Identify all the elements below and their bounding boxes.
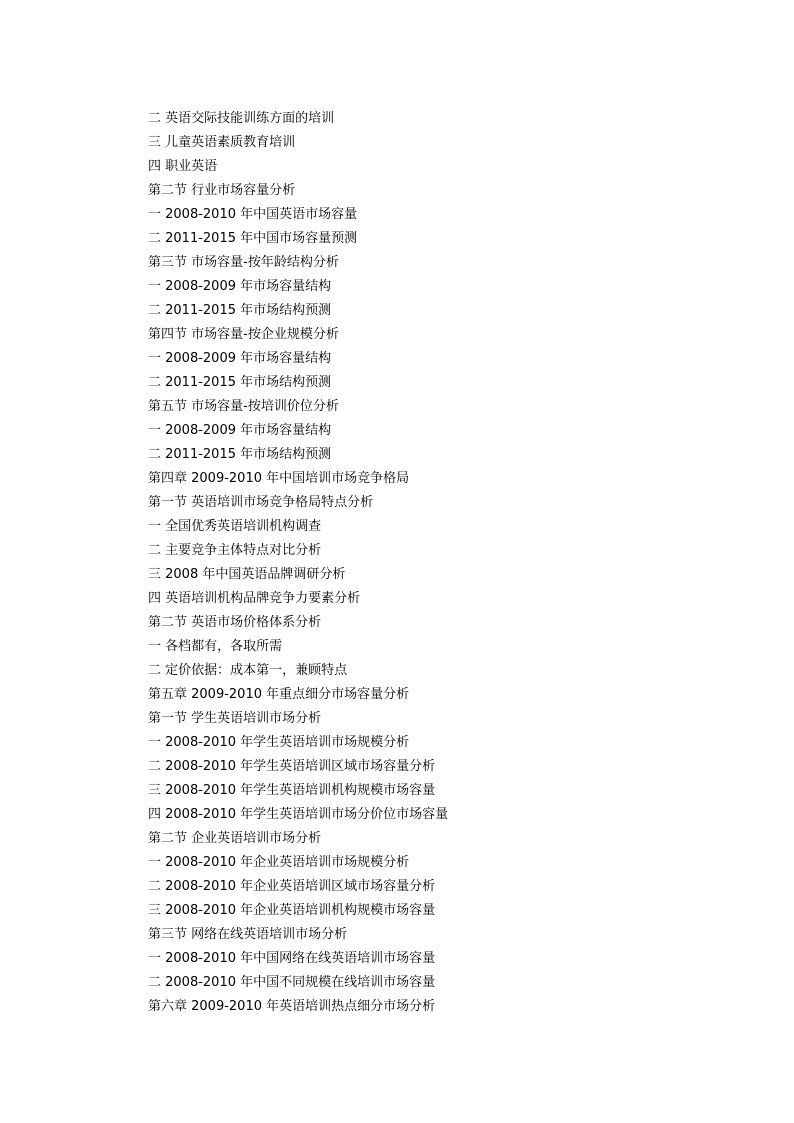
toc-line: 第五节 市场容量-按培训价位分析 bbox=[148, 399, 339, 414]
toc-line: 四 2008-2010 年学生英语培训市场分价位市场容量 bbox=[148, 807, 449, 822]
toc-line: 第一节 学生英语培训市场分析 bbox=[148, 711, 322, 726]
toc-line: 三 2008-2010 年企业英语培训机构规模市场容量 bbox=[148, 903, 436, 918]
toc-line: 二 定价依据：成本第一，兼顾特点 bbox=[148, 663, 348, 678]
toc-line: 一 2008-2010 年学生英语培训市场规模分析 bbox=[148, 735, 410, 750]
toc-line: 二 2008-2010 年企业英语培训区域市场容量分析 bbox=[148, 879, 436, 894]
toc-line: 一 2008-2010 年中国网络在线英语培训市场容量 bbox=[148, 951, 436, 966]
toc-line: 二 主要竞争主体特点对比分析 bbox=[148, 543, 322, 558]
toc-line: 第一节 英语培训市场竞争格局特点分析 bbox=[148, 495, 374, 510]
toc-line: 二 2008-2010 年学生英语培训区域市场容量分析 bbox=[148, 759, 436, 774]
toc-line: 第三节 市场容量-按年龄结构分析 bbox=[148, 255, 339, 270]
toc-line: 一 2008-2010 年企业英语培训市场规模分析 bbox=[148, 855, 410, 870]
toc-line: 一 2008-2010 年中国英语市场容量 bbox=[148, 207, 358, 222]
toc-line: 第二节 行业市场容量分析 bbox=[148, 183, 296, 198]
toc-line: 一 全国优秀英语培训机构调查 bbox=[148, 519, 322, 534]
toc-line: 三 2008-2010 年学生英语培训机构规模市场容量 bbox=[148, 783, 436, 798]
toc-line: 第五章 2009-2010 年重点细分市场容量分析 bbox=[148, 687, 410, 702]
toc-line: 四 职业英语 bbox=[148, 159, 218, 174]
toc-line: 三 2008 年中国英语品牌调研分析 bbox=[148, 567, 346, 582]
toc-line: 二 2011-2015 年中国市场容量预测 bbox=[148, 231, 358, 246]
toc-line: 第四章 2009-2010 年中国培训市场竞争格局 bbox=[148, 471, 410, 486]
toc-line: 二 2011-2015 年市场结构预测 bbox=[148, 303, 332, 318]
toc-line: 三 儿童英语素质教育培训 bbox=[148, 135, 296, 150]
toc-line: 第二节 企业英语培训市场分析 bbox=[148, 831, 322, 846]
toc-line: 二 2011-2015 年市场结构预测 bbox=[148, 447, 332, 462]
toc-line: 四 英语培训机构品牌竞争力要素分析 bbox=[148, 591, 361, 606]
toc-line: 一 2008-2009 年市场容量结构 bbox=[148, 351, 332, 366]
toc-line: 第四节 市场容量-按企业规模分析 bbox=[148, 327, 339, 342]
toc-line: 第三节 网络在线英语培训市场分析 bbox=[148, 927, 348, 942]
toc-line: 第二节 英语市场价格体系分析 bbox=[148, 615, 322, 630]
toc-line: 一 2008-2009 年市场容量结构 bbox=[148, 279, 332, 294]
toc-line: 一 2008-2009 年市场容量结构 bbox=[148, 423, 332, 438]
toc-line: 二 2011-2015 年市场结构预测 bbox=[148, 375, 332, 390]
toc-line: 二 2008-2010 年中国不同规模在线培训市场容量 bbox=[148, 975, 436, 990]
toc-line: 二 英语交际技能训练方面的培训 bbox=[148, 111, 335, 126]
toc-line: 一 各档都有，各取所需 bbox=[148, 639, 283, 654]
toc-line: 第六章 2009-2010 年英语培训热点细分市场分析 bbox=[148, 999, 436, 1014]
table-of-contents bbox=[148, 107, 748, 1019]
